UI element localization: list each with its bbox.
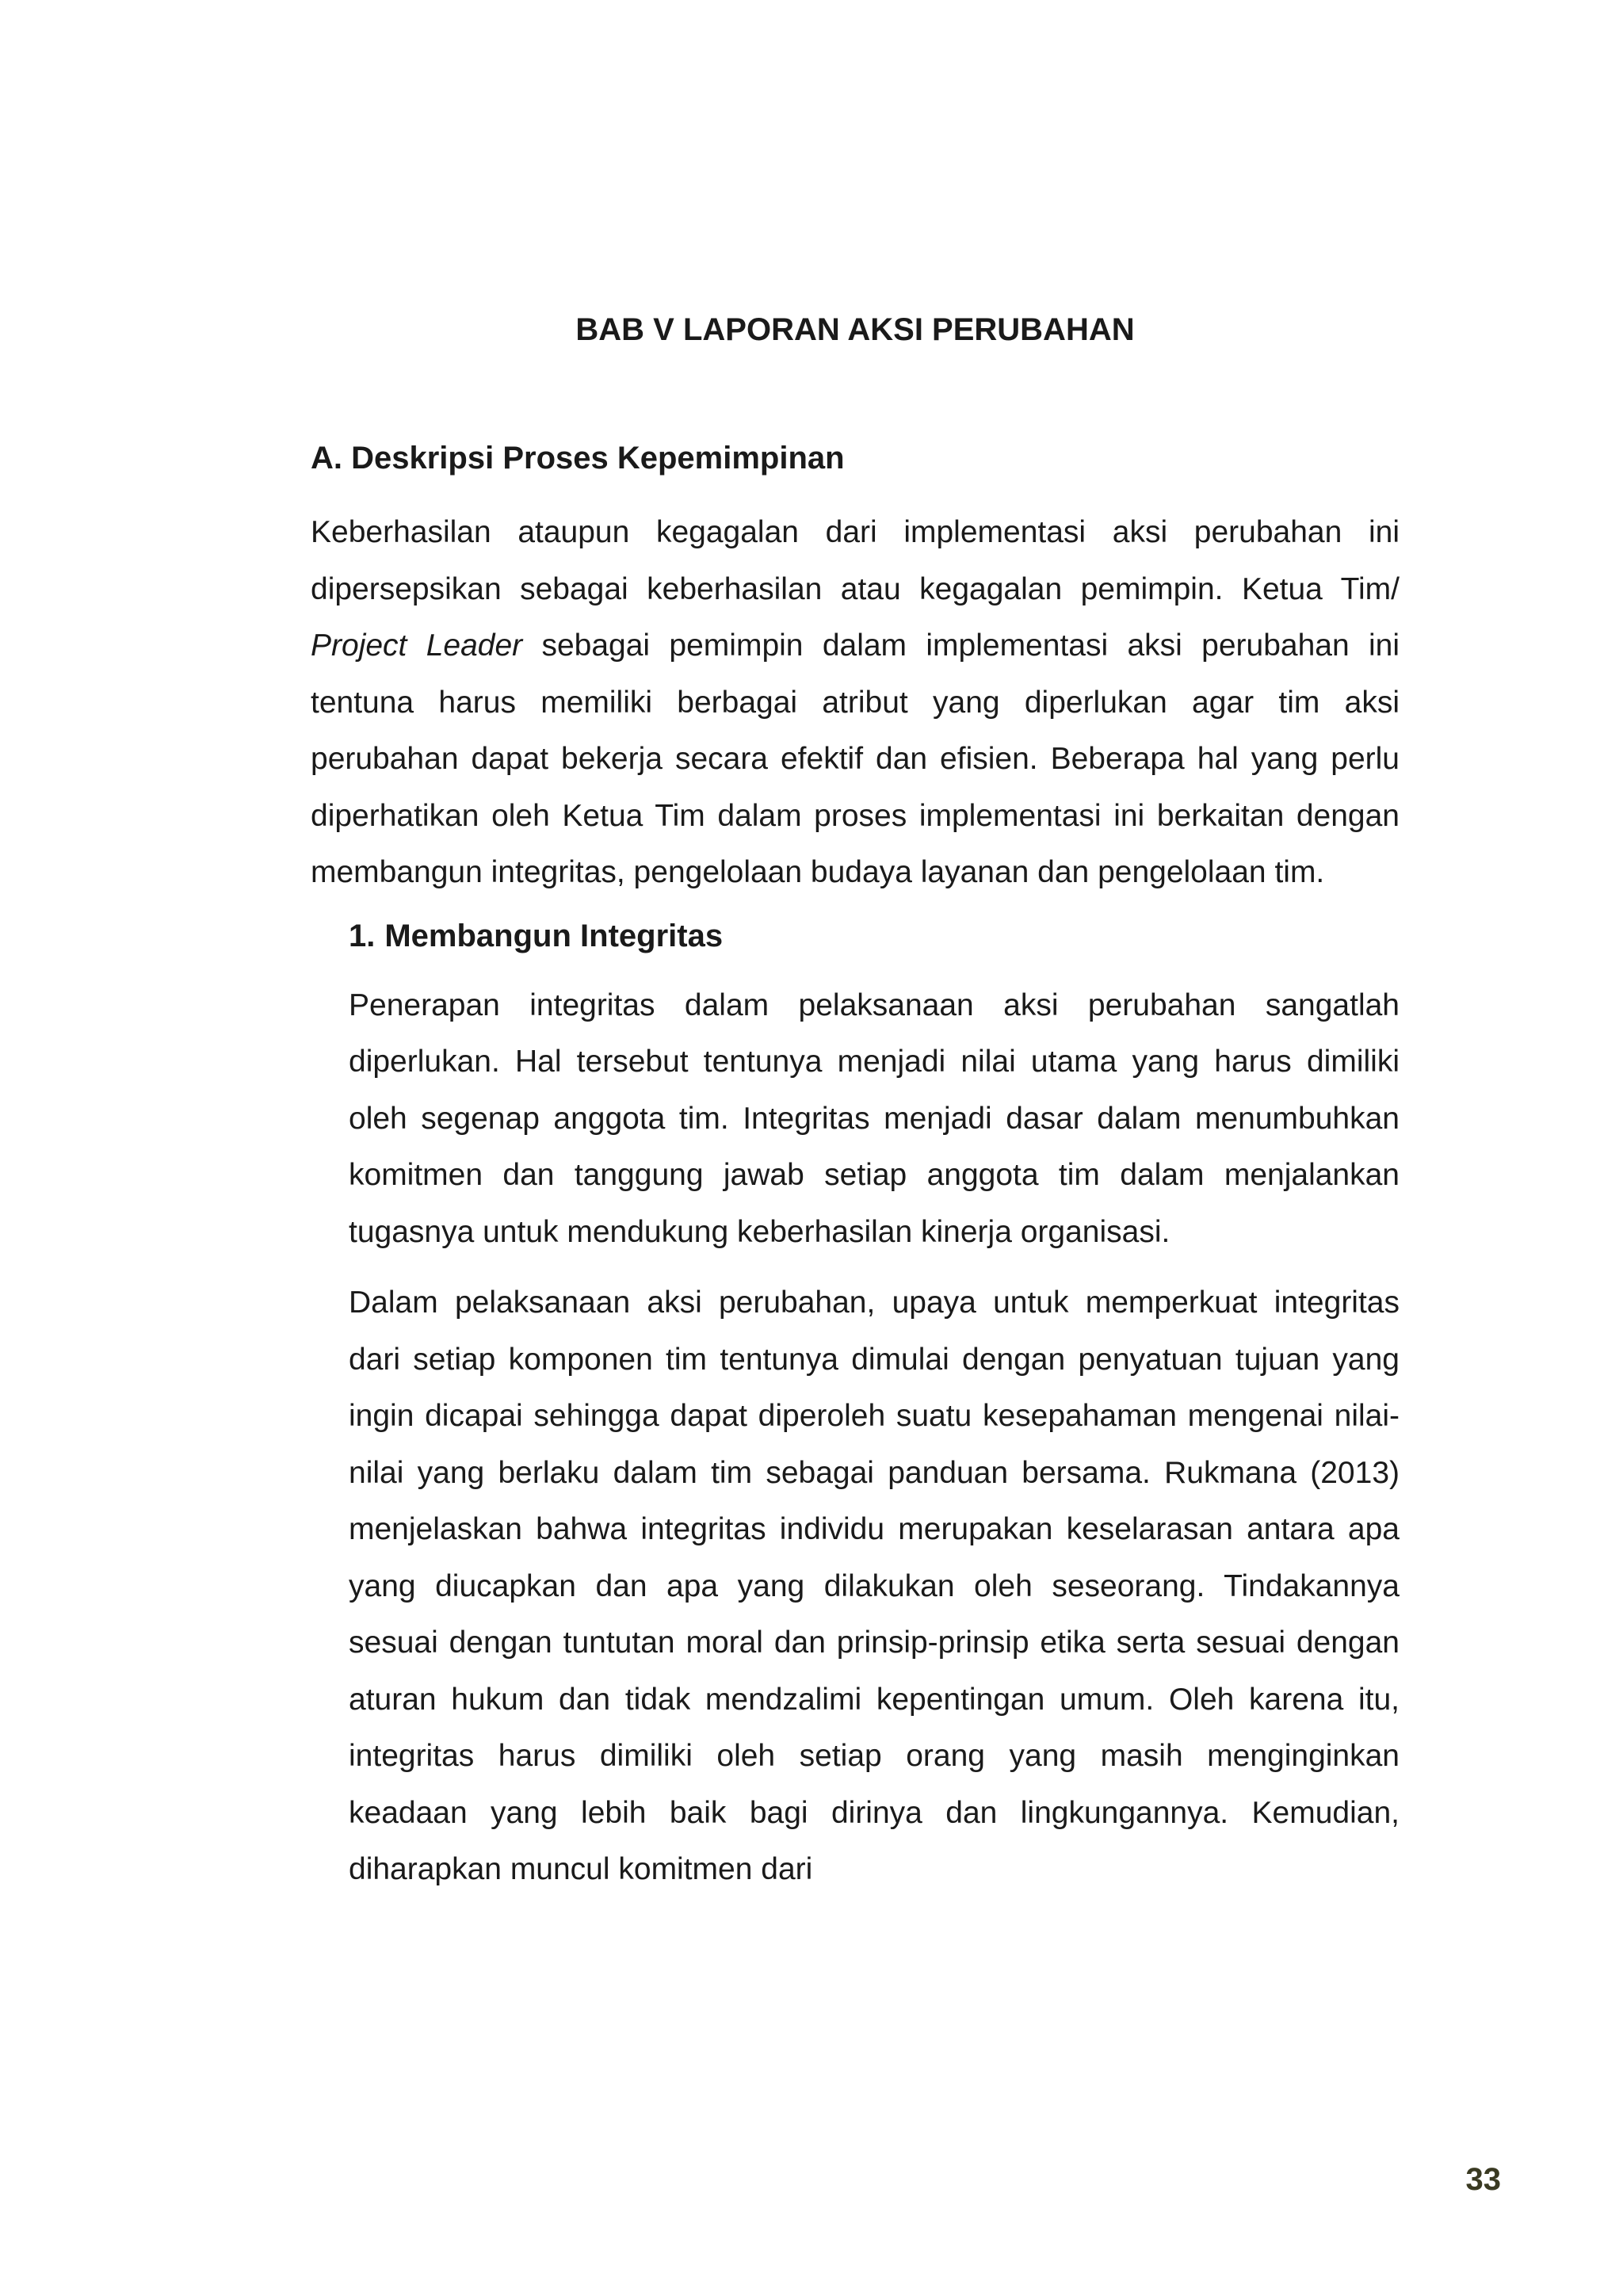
subsection-1 [349, 912, 1400, 1898]
section-a [311, 434, 1400, 1898]
paragraph-italic-term: Project Leader [311, 628, 523, 663]
subsection-title: Membangun Integritas [384, 918, 724, 953]
subsection-paragraph: Penerapan integritas dalam pelaksanaan aksi perubahan sangatlah diperlukan. Hal tersebut tentunya menjadi nilai utama yang harus dimiliki oleh segenap anggota tim. Integritas menjadi dasar dalam menumbuhkan komitmen dan tanggung jawab setiap anggota tim dalam menjalankan tugasnya untuk mendukung keberhasilan kinerja organisasi. [349, 988, 1400, 1249]
chapter-title-container [311, 308, 1400, 352]
page-number: 33 [1465, 2162, 1501, 2197]
paragraph-text: sebagai pemimpin dalam implementasi aksi perubahan ini tentuna harus memiliki berbagai atribut yang diperlukan agar tim aksi perubahan dapat bekerja secara efektif dan efisien. Beberapa hal yang perlu diperhatikan oleh Ketua Tim dalam proses implementasi ini berkaitan dengan membangun integritas, pengelolaan budaya layanan dan pengelolaan tim. [311, 628, 1400, 889]
section-heading: A. Deskripsi Proses Kepemimpinan [311, 441, 845, 476]
subsection-paragraph: Dalam pelaksanaan aksi perubahan, upaya untuk memperkuat integritas dari setiap komponen tim tentunya dimulai dengan penyatuan tujuan yang ingin dicapai sehingga dapat diperoleh suatu kesepahaman mengenai nilai-nilai yang berlaku dalam tim sebagai panduan bersama. Rukmana (2013) menjelaskan bahwa integritas individu merupakan keselarasan antara apa yang diucapkan dan apa yang dilakukan oleh seseorang. Tindakannya sesuai dengan tuntutan moral dan prinsip-prinsip etika serta sesuai dengan aturan hukum dan tidak mendzalimi kepentingan umum. Oleh karena itu, integritas harus dimiliki oleh setiap orang yang masih menginginkan keadaan yang lebih baik bagi dirinya dan lingkungannya. Kemudian, diharapkan muncul komitmen dari [349, 1286, 1400, 1886]
subsection-number: 1. [349, 918, 376, 953]
section-a-paragraph [311, 504, 1400, 901]
chapter-title: BAB V LAPORAN AKSI PERUBAHAN [575, 312, 1135, 347]
subsection-heading [349, 912, 1400, 960]
paragraph-text: Keberhasilan ataupun kegagalan dari implementasi aksi perubahan ini dipersepsikan sebagai keberhasilan atau kegagalan pemimpin. Ketua Tim/ [311, 515, 1400, 606]
